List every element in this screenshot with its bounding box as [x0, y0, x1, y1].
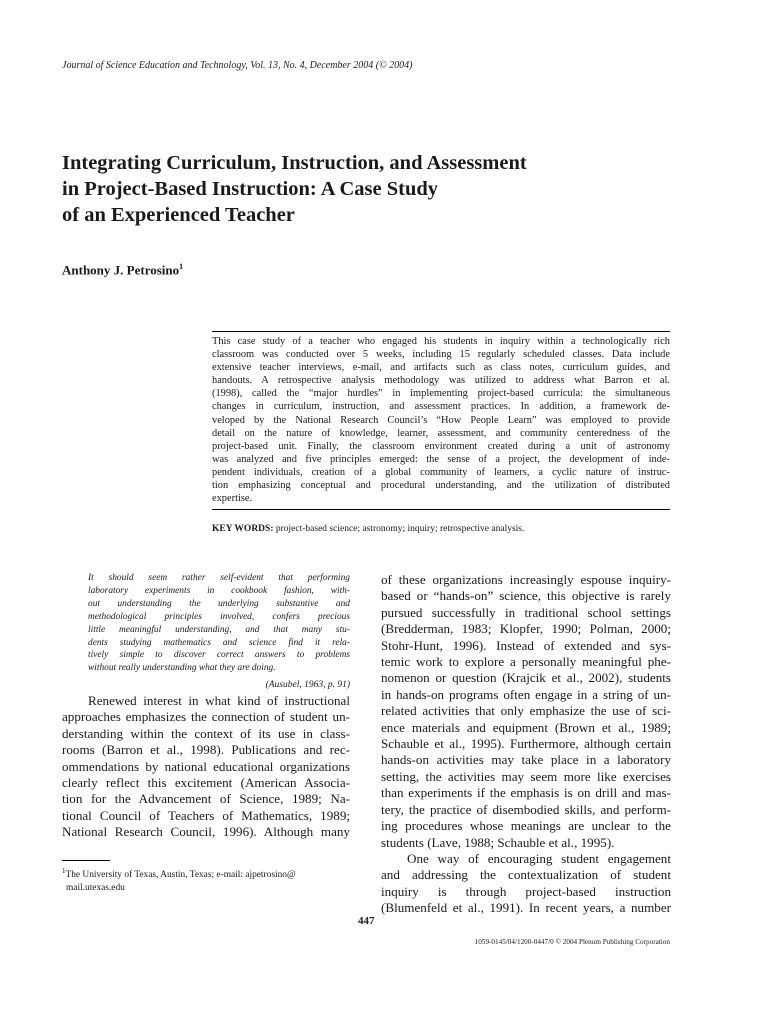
epigraph-line: It should seem rather self-evident that performing	[88, 573, 350, 583]
body-line: tional Council of Teachers of Mathematics, 1989;	[62, 807, 350, 823]
keywords-label: KEY WORDS:	[212, 524, 274, 534]
epigraph-line: little meaningful understanding, and that many stu-	[88, 624, 350, 635]
keywords-text: project-based science; astronomy; inquiry; retrospective analysis.	[275, 524, 525, 534]
abstract-line: was analyzed and five principles emerged: the sense of a project, the development of inde-	[212, 453, 670, 465]
body-line: One way of encouraging student engagement	[407, 850, 671, 866]
paper-title	[62, 150, 662, 228]
author-name: Anthony J. Petrosino	[62, 262, 180, 278]
left-column-body	[62, 693, 350, 841]
body-line: approaches emphasizes the connection of student un-	[62, 709, 350, 725]
epigraph	[88, 572, 350, 692]
title-line: Integrating Curriculum, Instruction, and Assessment	[62, 152, 527, 174]
title-line: of an Experienced Teacher	[62, 204, 295, 226]
abstract-line: detail on the nature of knowledge, learner, assessment, and community centeredness of the	[212, 427, 670, 439]
body-line: of these organizations increasingly espouse inquiry-	[381, 572, 671, 587]
footnote-text-continued: mail.utexas.edu	[66, 882, 125, 893]
body-line: ommendations by national educational organizations	[62, 758, 350, 774]
body-line: than experiments if the emphasis is on drill and mas-	[381, 785, 671, 801]
abstract-line: project-based unit. Finally, the classroom environment created during a unit of astronomy	[212, 440, 670, 452]
author-line	[62, 262, 183, 278]
epigraph-line: dents studying mathematics and science find it rela-	[88, 637, 350, 648]
epigraph-citation: (Ausubel, 1963, p. 91)	[265, 680, 350, 691]
copyright-line: 1059-0145/04/1200-0447/0 © 2004 Plenum Publishing Corporation	[474, 938, 670, 946]
body-line: ence materials and equipment (Brown et al., 1989;	[381, 719, 671, 735]
abstract-line: tion emphasizing conceptual and procedural understanding, and the utilization of distributed	[212, 480, 670, 492]
author-footnote-mark: 1	[179, 262, 184, 271]
body-line: based or “hands-on” science, this objective is rarely	[381, 588, 671, 604]
body-line: Renewed interest in what kind of instructional	[88, 693, 350, 708]
body-line: nomenon or question (Krajcik et al., 2002), students	[381, 670, 671, 686]
footnote-divider	[62, 860, 110, 861]
abstract-line: classroom was conducted over 5 weeks, including 15 regularly scheduled classes. Data include	[212, 349, 670, 361]
abstract-line: veloped by the National Research Council’s “How People Learn” was employed to provide	[212, 414, 670, 426]
abstract-line: expertise.	[212, 493, 253, 505]
body-line: National Research Council, 1996). Although many	[62, 824, 350, 840]
keywords	[212, 524, 524, 534]
abstract-line: pendent individuals, creation of a global community of learners, a cyclic nature of instruc-	[212, 466, 670, 478]
abstract-line: extensive teacher interviews, e-mail, and artifacts such as class notes, curriculum guides, and	[212, 362, 670, 374]
right-column-body	[381, 572, 671, 917]
body-line: in hands-on programs often engage in a string of un-	[381, 686, 671, 702]
body-line: temic work to explore a personally meaningful phe-	[381, 654, 671, 670]
body-line: related activities that only emphasize the use of sci-	[381, 703, 671, 719]
epigraph-line: out understanding the underlying substantive and	[88, 598, 350, 609]
body-line: students (Lave, 1988; Schauble et al., 1995).	[381, 834, 615, 850]
body-line: (Blumenfeld et al., 1991). In recent years, a number	[381, 900, 671, 916]
abstract-line: handouts. A retrospective analysis methodology was utilized to address what Barron et al.	[212, 375, 670, 387]
footnote-mark: 1	[62, 867, 66, 875]
body-line: tion for the Advancement of Science, 1989; Na-	[62, 791, 350, 807]
body-line: inquiry is through project-based instruction	[381, 883, 671, 899]
body-line: rooms (Barron et al., 1998). Publications and rec-	[62, 742, 350, 758]
epigraph-line: without really understanding what they are doing.	[88, 663, 276, 674]
footnote	[62, 865, 352, 894]
body-line: pursued successfully in traditional school settings	[381, 604, 671, 620]
abstract-line: changes in curriculum, instruction, and assessment practices. In addition, a framework de-	[212, 401, 670, 413]
title-line: in Project-Based Instruction: A Case Study	[62, 178, 439, 200]
body-line: Schauble et al., 1995). Furthermore, although certain	[381, 736, 671, 752]
page-number: 447	[358, 915, 375, 927]
epigraph-line: methodological principles involved, confers precious	[88, 611, 350, 622]
body-line: hands-on activities may take place in a laboratory	[381, 752, 671, 768]
body-line: tery, the practice of disembodied skills, and perform-	[381, 801, 671, 817]
epigraph-block	[62, 572, 350, 692]
body-line: derstanding within the context of its use in class-	[62, 725, 350, 741]
body-line: setting, the activities may seem more like exercises	[381, 768, 671, 784]
body-line: Stohr-Hunt, 1996). Instead of extended and sys-	[381, 637, 671, 653]
epigraph-line: tively simple to discover correct answers to problems	[88, 650, 350, 661]
body-line: and addressing the contextualization of student	[381, 867, 671, 883]
epigraph-line: laboratory experiments in cookbook fashion, with-	[88, 585, 350, 596]
journal-citation: Journal of Science Education and Technology, Vol. 13, No. 4, December 2004 (© 2004)	[62, 60, 413, 71]
abstract-line: This case study of a teacher who engaged his students in inquiry within a technologically rich	[212, 336, 670, 347]
abstract	[212, 331, 670, 510]
footnote-text: The University of Texas, Austin, Texas; e-mail: ajpetrosino@	[65, 870, 296, 881]
body-line: (Bredderman, 1983; Klopfer, 1990; Polman, 2000;	[381, 621, 671, 637]
abstract-line: (1998), called the “major hurdles” in implementing project-based curricula: the simultaneous	[212, 388, 670, 400]
body-line: clearly reflect this excitement (American Associa-	[62, 775, 350, 791]
body-line: ing procedures whose meanings are unclear to the	[381, 818, 671, 834]
